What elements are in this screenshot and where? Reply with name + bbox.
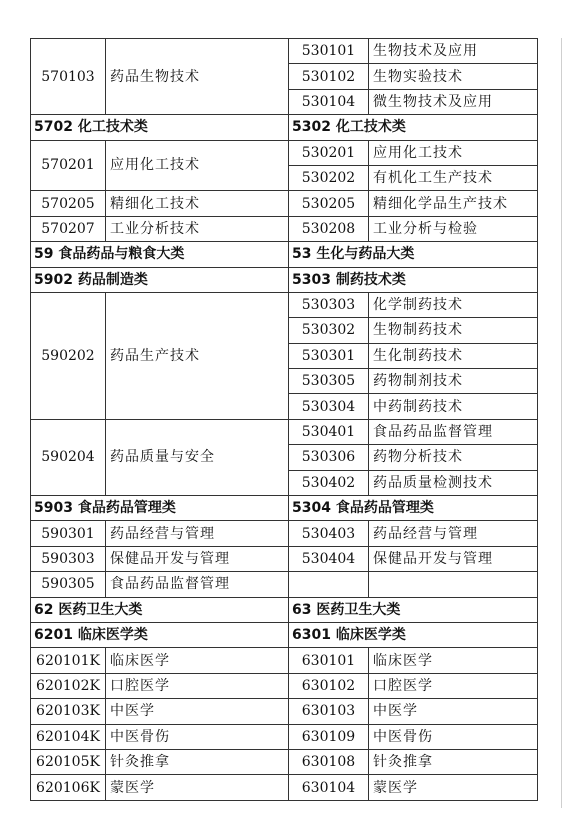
new-major-code: 530302 bbox=[289, 318, 369, 343]
table-row bbox=[31, 546, 538, 571]
new-major-code: 530305 bbox=[289, 369, 369, 394]
new-category-header: 53 生化与药品大类 bbox=[289, 242, 538, 267]
old-major-code: 590301 bbox=[31, 521, 106, 546]
new-major-name: 微生物技术及应用 bbox=[369, 89, 538, 114]
table-row bbox=[31, 749, 538, 774]
new-major-name: 食品药品监督管理 bbox=[369, 419, 538, 444]
old-major-name: 工业分析技术 bbox=[106, 216, 289, 241]
new-major-code: 530303 bbox=[289, 292, 369, 317]
old-major-code: 620105K bbox=[31, 749, 106, 774]
table-row bbox=[31, 39, 538, 64]
old-major-code: 620102K bbox=[31, 673, 106, 698]
old-major-name: 蒙医学 bbox=[106, 775, 289, 800]
old-category-header: 59 食品药品与粮食大类 bbox=[31, 242, 289, 267]
new-major-name: 药物分析技术 bbox=[369, 445, 538, 470]
old-major-code: 590303 bbox=[31, 546, 106, 571]
table-row bbox=[31, 673, 538, 698]
new-major-name: 工业分析与检验 bbox=[369, 216, 538, 241]
table-row bbox=[31, 724, 538, 749]
old-major-name: 药品经营与管理 bbox=[106, 521, 289, 546]
old-major-name: 口腔医学 bbox=[106, 673, 289, 698]
category-header-row bbox=[31, 496, 538, 521]
new-major-name: 口腔医学 bbox=[369, 673, 538, 698]
new-major-code: 530208 bbox=[289, 216, 369, 241]
old-major-name: 药品生物技术 bbox=[106, 39, 289, 115]
old-major-code: 620101K bbox=[31, 648, 106, 673]
new-major-name: 应用化工技术 bbox=[369, 140, 538, 165]
table-body bbox=[31, 39, 538, 801]
new-category-header: 5303 制药技术类 bbox=[289, 267, 538, 292]
old-major-code: 570201 bbox=[31, 140, 106, 191]
page-edge-line bbox=[561, 38, 562, 808]
old-major-code: 570205 bbox=[31, 191, 106, 216]
new-category-header: 63 医药卫生大类 bbox=[289, 597, 538, 622]
old-major-name: 精细化工技术 bbox=[106, 191, 289, 216]
category-header-row bbox=[31, 115, 538, 140]
new-major-code: 530102 bbox=[289, 64, 369, 89]
new-major-name: 生物制药技术 bbox=[369, 318, 538, 343]
category-header-row bbox=[31, 267, 538, 292]
new-major-code: 530403 bbox=[289, 521, 369, 546]
new-major-code: 530402 bbox=[289, 470, 369, 495]
new-major-code: 530104 bbox=[289, 89, 369, 114]
new-major-code: 630104 bbox=[289, 775, 369, 800]
new-major-code: 530205 bbox=[289, 191, 369, 216]
table-row bbox=[31, 419, 538, 444]
new-major-name: 生物技术及应用 bbox=[369, 39, 538, 64]
table-row bbox=[31, 699, 538, 724]
new-major-name: 药物制剂技术 bbox=[369, 369, 538, 394]
new-major-name: 蒙医学 bbox=[369, 775, 538, 800]
old-major-name: 临床医学 bbox=[106, 648, 289, 673]
table-row bbox=[31, 775, 538, 800]
table-row bbox=[31, 191, 538, 216]
old-major-name: 应用化工技术 bbox=[106, 140, 289, 191]
new-major-code: 530202 bbox=[289, 165, 369, 190]
new-major-code: 630108 bbox=[289, 749, 369, 774]
new-major-code: 630103 bbox=[289, 699, 369, 724]
table-row bbox=[31, 648, 538, 673]
old-major-code: 590204 bbox=[31, 419, 106, 495]
old-major-code: 620103K bbox=[31, 699, 106, 724]
new-major-code: 530201 bbox=[289, 140, 369, 165]
old-category-header: 62 医药卫生大类 bbox=[31, 597, 289, 622]
table-row bbox=[31, 216, 538, 241]
new-major-name: 生化制药技术 bbox=[369, 343, 538, 368]
old-major-name: 保健品开发与管理 bbox=[106, 546, 289, 571]
old-major-name: 中医学 bbox=[106, 699, 289, 724]
old-category-header: 6201 临床医学类 bbox=[31, 622, 289, 647]
table-row bbox=[31, 140, 538, 165]
new-major-code: 530304 bbox=[289, 394, 369, 419]
new-major-name: 有机化工生产技术 bbox=[369, 165, 538, 190]
new-major-code: 530301 bbox=[289, 343, 369, 368]
old-major-code: 620106K bbox=[31, 775, 106, 800]
new-category-header: 6301 临床医学类 bbox=[289, 622, 538, 647]
table-row bbox=[31, 292, 538, 317]
table-row bbox=[31, 521, 538, 546]
category-header-row bbox=[31, 622, 538, 647]
new-major-code bbox=[289, 572, 369, 597]
old-major-name: 针灸推拿 bbox=[106, 749, 289, 774]
old-major-code: 590202 bbox=[31, 292, 106, 419]
new-major-code: 530401 bbox=[289, 419, 369, 444]
old-category-header: 5702 化工技术类 bbox=[31, 115, 289, 140]
major-catalog-table bbox=[30, 38, 538, 801]
new-major-name: 药品经营与管理 bbox=[369, 521, 538, 546]
new-major-code: 630102 bbox=[289, 673, 369, 698]
old-major-code: 570207 bbox=[31, 216, 106, 241]
new-major-code: 530306 bbox=[289, 445, 369, 470]
new-major-name: 生物实验技术 bbox=[369, 64, 538, 89]
old-major-code: 620104K bbox=[31, 724, 106, 749]
old-category-header: 5902 药品制造类 bbox=[31, 267, 289, 292]
old-major-name: 食品药品监督管理 bbox=[106, 572, 289, 597]
old-category-header: 5903 食品药品管理类 bbox=[31, 496, 289, 521]
new-category-header: 5304 食品药品管理类 bbox=[289, 496, 538, 521]
category-header-row bbox=[31, 242, 538, 267]
old-major-code: 570103 bbox=[31, 39, 106, 115]
table-row bbox=[31, 572, 538, 597]
new-category-header: 5302 化工技术类 bbox=[289, 115, 538, 140]
new-major-code: 530404 bbox=[289, 546, 369, 571]
new-major-name bbox=[369, 572, 538, 597]
old-major-name: 中医骨伤 bbox=[106, 724, 289, 749]
new-major-name: 临床医学 bbox=[369, 648, 538, 673]
new-major-name: 中医骨伤 bbox=[369, 724, 538, 749]
category-header-row bbox=[31, 597, 538, 622]
new-major-name: 中医学 bbox=[369, 699, 538, 724]
new-major-name: 药品质量检测技术 bbox=[369, 470, 538, 495]
old-major-name: 药品生产技术 bbox=[106, 292, 289, 419]
old-major-name: 药品质量与安全 bbox=[106, 419, 289, 495]
new-major-name: 针灸推拿 bbox=[369, 749, 538, 774]
new-major-name: 中药制药技术 bbox=[369, 394, 538, 419]
new-major-code: 530101 bbox=[289, 39, 369, 64]
new-major-name: 保健品开发与管理 bbox=[369, 546, 538, 571]
new-major-name: 精细化学品生产技术 bbox=[369, 191, 538, 216]
new-major-code: 630101 bbox=[289, 648, 369, 673]
old-major-code: 590305 bbox=[31, 572, 106, 597]
new-major-code: 630109 bbox=[289, 724, 369, 749]
new-major-name: 化学制药技术 bbox=[369, 292, 538, 317]
